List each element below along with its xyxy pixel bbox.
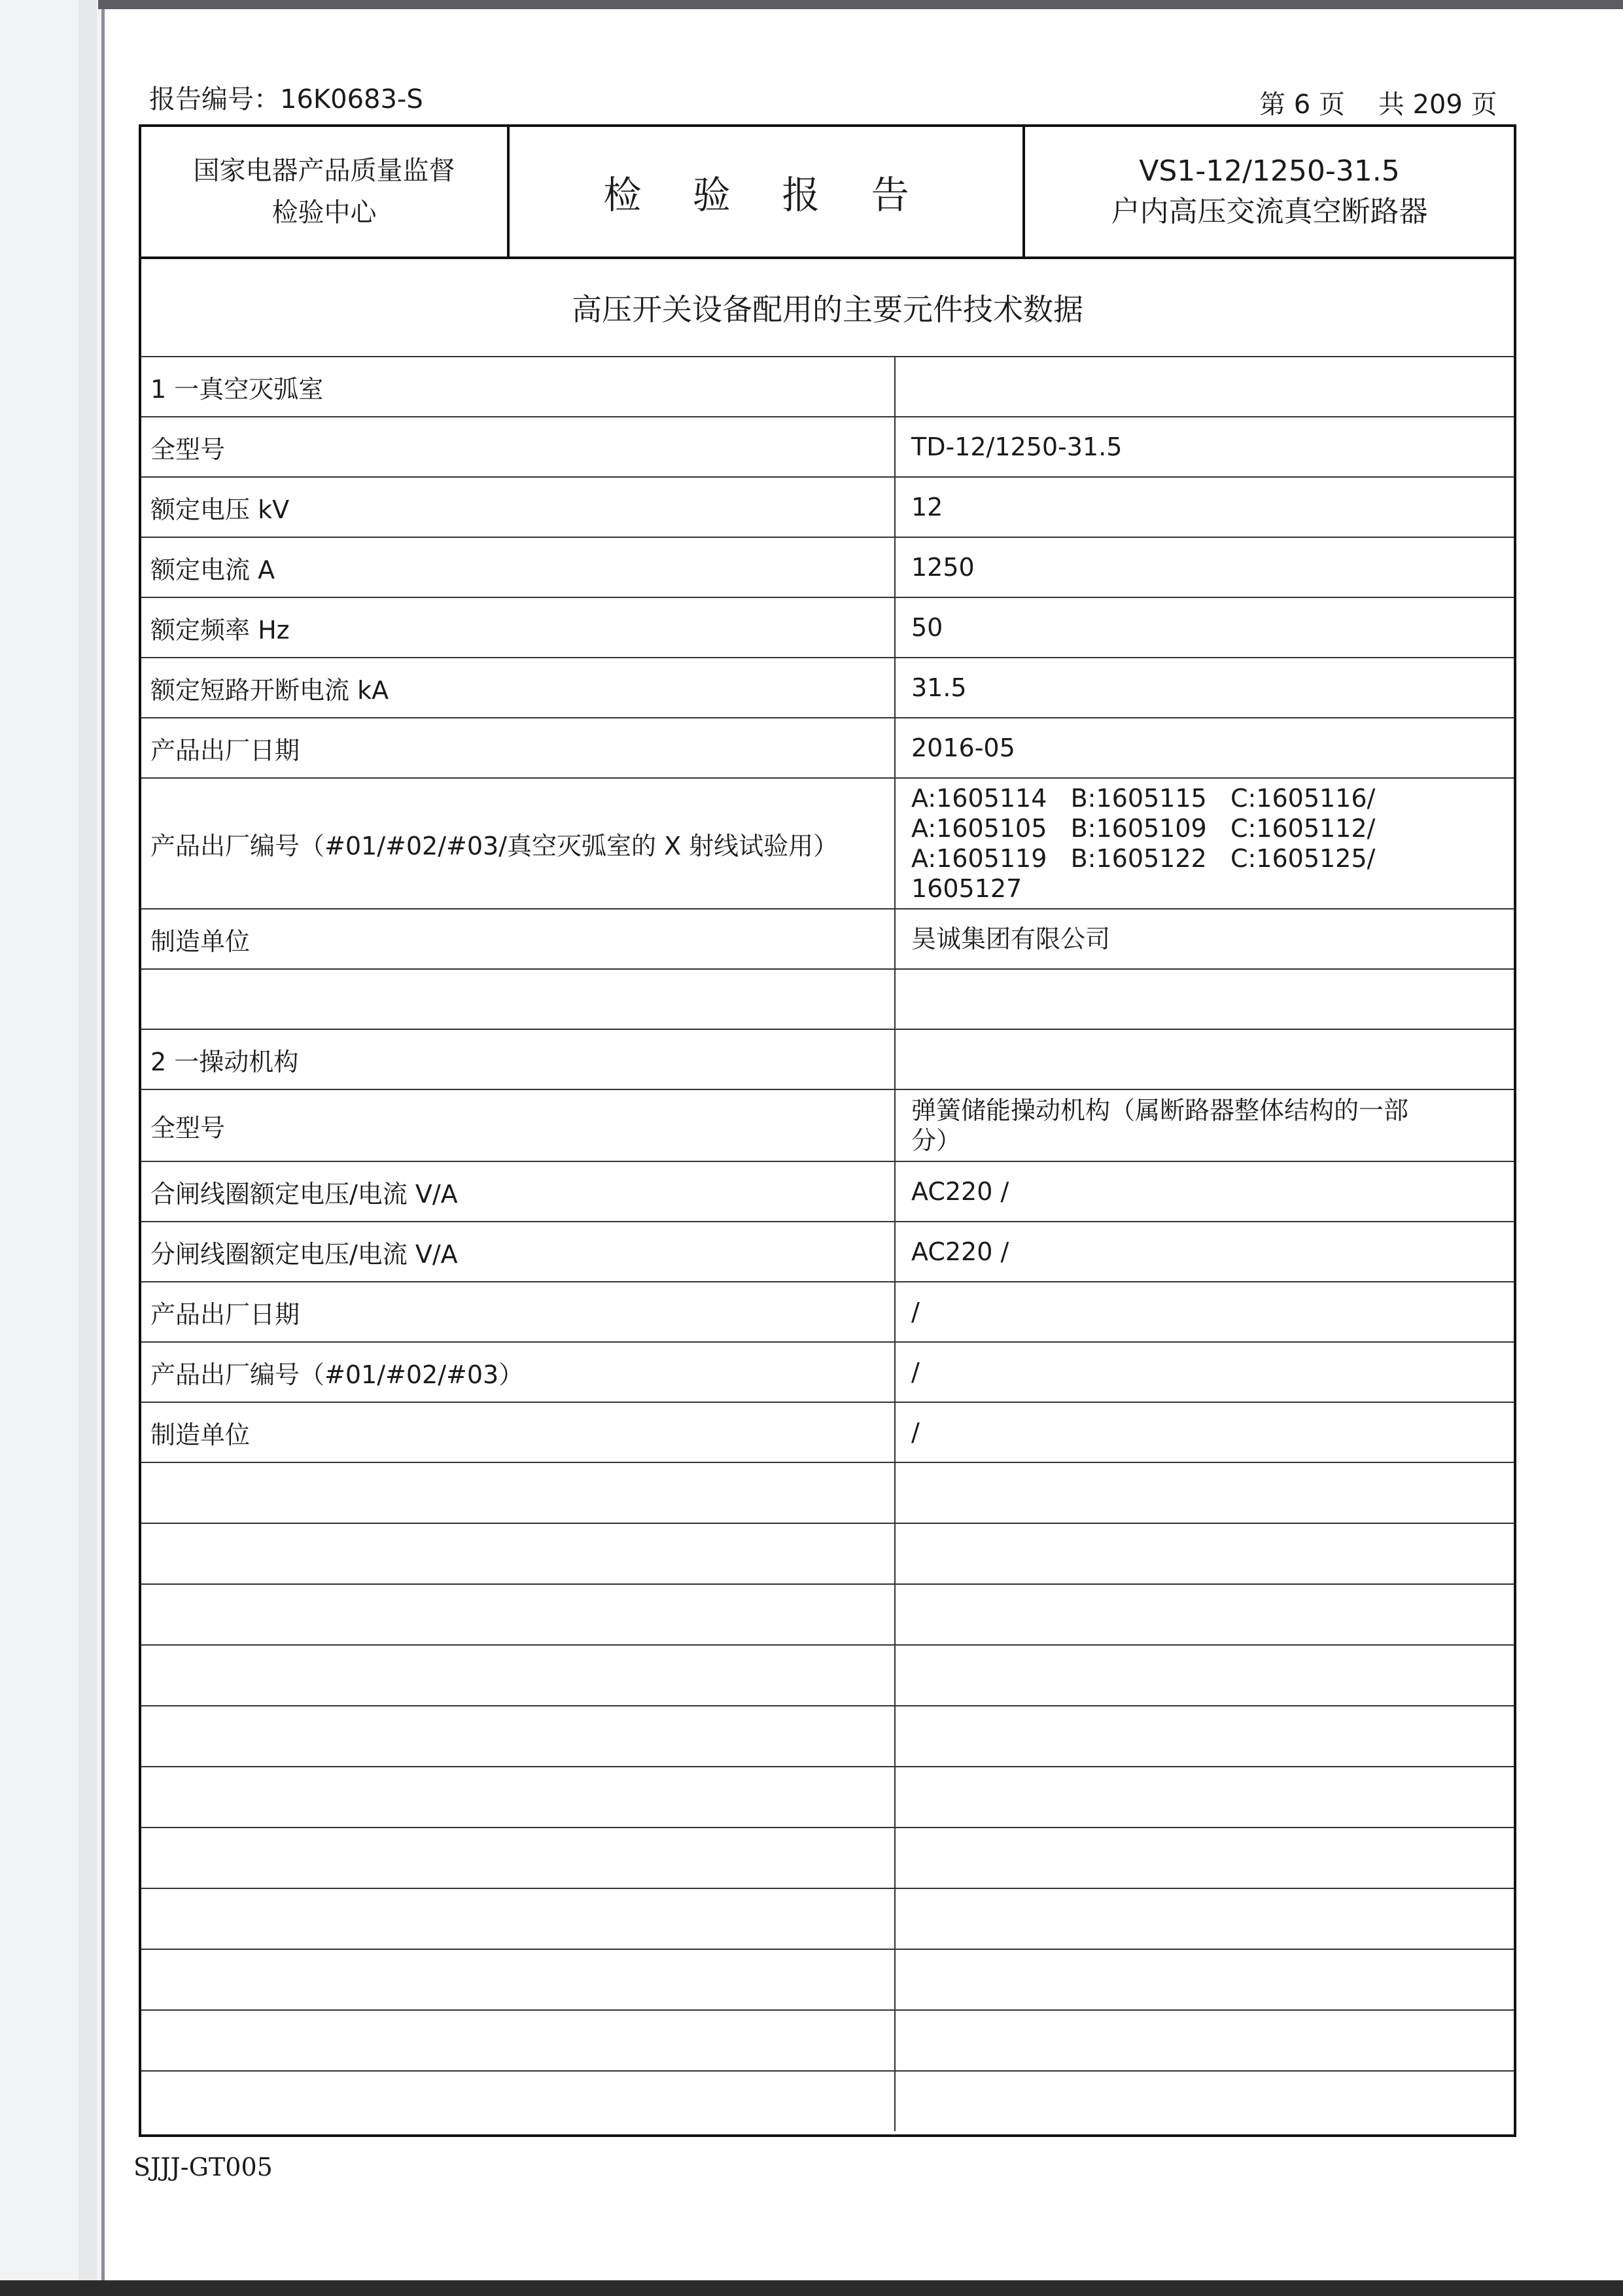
empty-table-row bbox=[141, 2070, 1514, 2131]
report-title: 检 验 报 告 bbox=[510, 127, 1025, 256]
row-value: TD-12/1250-31.5 bbox=[911, 433, 1123, 461]
product-name: 户内高压交流真空断路器 bbox=[1111, 195, 1428, 228]
table-row bbox=[141, 1029, 1514, 1089]
product-cell bbox=[1025, 127, 1514, 256]
row-label bbox=[141, 970, 896, 1029]
row-label: 产品出厂日期 bbox=[141, 718, 896, 777]
empty-label-cell bbox=[141, 1950, 896, 2009]
report-number: 报告编号：16K0683-S bbox=[149, 84, 423, 115]
title-block bbox=[139, 124, 1516, 259]
scan-top-shadow bbox=[98, 0, 1623, 9]
empty-table-row bbox=[141, 1766, 1514, 1827]
row-value: 12 bbox=[911, 493, 943, 521]
empty-table-row bbox=[141, 1827, 1514, 1888]
row-value bbox=[896, 1030, 1514, 1089]
empty-label-cell bbox=[141, 1706, 896, 1766]
empty-label-cell bbox=[141, 1889, 896, 1949]
row-value: 昊诚集团有限公司 bbox=[911, 925, 1111, 953]
table-row bbox=[141, 476, 1514, 537]
row-label: 1 一真空灭弧室 bbox=[141, 357, 896, 416]
organization-line-1: 国家电器产品质量监督 bbox=[193, 156, 455, 186]
component-data-table bbox=[139, 259, 1516, 2137]
empty-table-row bbox=[141, 1644, 1514, 1705]
form-code: SJJJ-GT005 bbox=[133, 2153, 273, 2181]
row-label: 额定电压 kV bbox=[141, 478, 896, 537]
row-label: 2 一操动机构 bbox=[141, 1030, 896, 1089]
table-title: 高压开关设备配用的主要元件技术数据 bbox=[572, 292, 1083, 327]
empty-label-cell bbox=[141, 2072, 896, 2131]
empty-table-row bbox=[141, 1462, 1514, 1523]
row-value bbox=[896, 970, 1514, 1029]
row-label: 额定频率 Hz bbox=[141, 598, 896, 657]
table-row bbox=[141, 537, 1514, 597]
empty-label-cell bbox=[141, 1585, 896, 1644]
empty-label-cell bbox=[141, 2011, 896, 2070]
row-label: 合闸线圈额定电压/电流 V/A bbox=[141, 1162, 896, 1221]
row-value: / bbox=[911, 1358, 920, 1386]
row-label: 制造单位 bbox=[141, 910, 896, 968]
row-value-line: 分） bbox=[911, 1126, 962, 1155]
row-label: 分闸线圈额定电压/电流 V/A bbox=[141, 1222, 896, 1281]
table-row bbox=[141, 1221, 1514, 1281]
product-model: VS1-12/1250-31.5 bbox=[1139, 154, 1400, 188]
row-value bbox=[896, 779, 1514, 908]
table-row bbox=[141, 1089, 1514, 1161]
table-row bbox=[141, 1341, 1514, 1402]
row-value: AC220 / bbox=[911, 1177, 1009, 1206]
organization-line-2: 检验中心 bbox=[271, 198, 377, 228]
empty-table-row bbox=[141, 1583, 1514, 1644]
table-row bbox=[141, 356, 1514, 416]
row-value-line: 弹簧储能操动机构（属断路器整体结构的一部 bbox=[911, 1096, 1409, 1125]
row-value bbox=[896, 357, 1514, 416]
row-label: 产品出厂编号（#01/#02/#03） bbox=[141, 1343, 896, 1402]
empty-label-cell bbox=[141, 1828, 896, 1888]
table-row bbox=[141, 416, 1514, 476]
empty-table-row bbox=[141, 1523, 1514, 1583]
row-value bbox=[896, 1090, 1514, 1161]
table-row bbox=[141, 1402, 1514, 1462]
row-label: 全型号 bbox=[141, 417, 896, 476]
row-label: 产品出厂日期 bbox=[141, 1282, 896, 1341]
row-value: / bbox=[911, 1418, 920, 1447]
empty-label-cell bbox=[141, 1463, 896, 1523]
row-value: 31.5 bbox=[911, 673, 967, 702]
empty-table-row bbox=[141, 1949, 1514, 2009]
row-value-line: A:1605114 B:1605115 C:1605116/ bbox=[911, 784, 1376, 813]
row-value: AC220 / bbox=[911, 1237, 1009, 1266]
empty-label-cell bbox=[141, 1767, 896, 1827]
empty-label-cell bbox=[141, 1524, 896, 1583]
row-value-line: 1605127 bbox=[911, 874, 1022, 903]
table-row bbox=[141, 717, 1514, 777]
empty-table-row bbox=[141, 1705, 1514, 1766]
table-row bbox=[141, 968, 1514, 1029]
table-row bbox=[141, 597, 1514, 657]
row-label: 额定短路开断电流 kA bbox=[141, 658, 896, 717]
binding-fold bbox=[79, 0, 97, 2296]
table-row bbox=[141, 657, 1514, 717]
table-row bbox=[141, 1161, 1514, 1221]
empty-table-row bbox=[141, 2009, 1514, 2070]
row-label: 额定电流 A bbox=[141, 538, 896, 597]
row-value-line: A:1605105 B:1605109 C:1605112/ bbox=[911, 814, 1376, 843]
row-label: 制造单位 bbox=[141, 1403, 896, 1462]
page-info: 第 6 页 共 209 页 bbox=[1259, 90, 1497, 120]
organization-cell bbox=[141, 127, 510, 256]
row-value: 2016-05 bbox=[911, 733, 1015, 762]
row-label: 全型号 bbox=[141, 1090, 896, 1161]
table-row bbox=[141, 908, 1514, 968]
row-value: / bbox=[911, 1298, 920, 1326]
row-value: 1250 bbox=[911, 553, 975, 582]
row-value-line: A:1605119 B:1605122 C:1605125/ bbox=[911, 844, 1376, 873]
empty-label-cell bbox=[141, 1646, 896, 1705]
row-value: 50 bbox=[911, 613, 943, 642]
table-row bbox=[141, 1281, 1514, 1341]
scan-bottom-shadow bbox=[0, 2280, 1623, 2296]
row-label: 产品出厂编号（#01/#02/#03/真空灭弧室的 X 射线试验用） bbox=[141, 779, 896, 908]
empty-table-row bbox=[141, 1888, 1514, 1949]
table-row bbox=[141, 777, 1514, 908]
